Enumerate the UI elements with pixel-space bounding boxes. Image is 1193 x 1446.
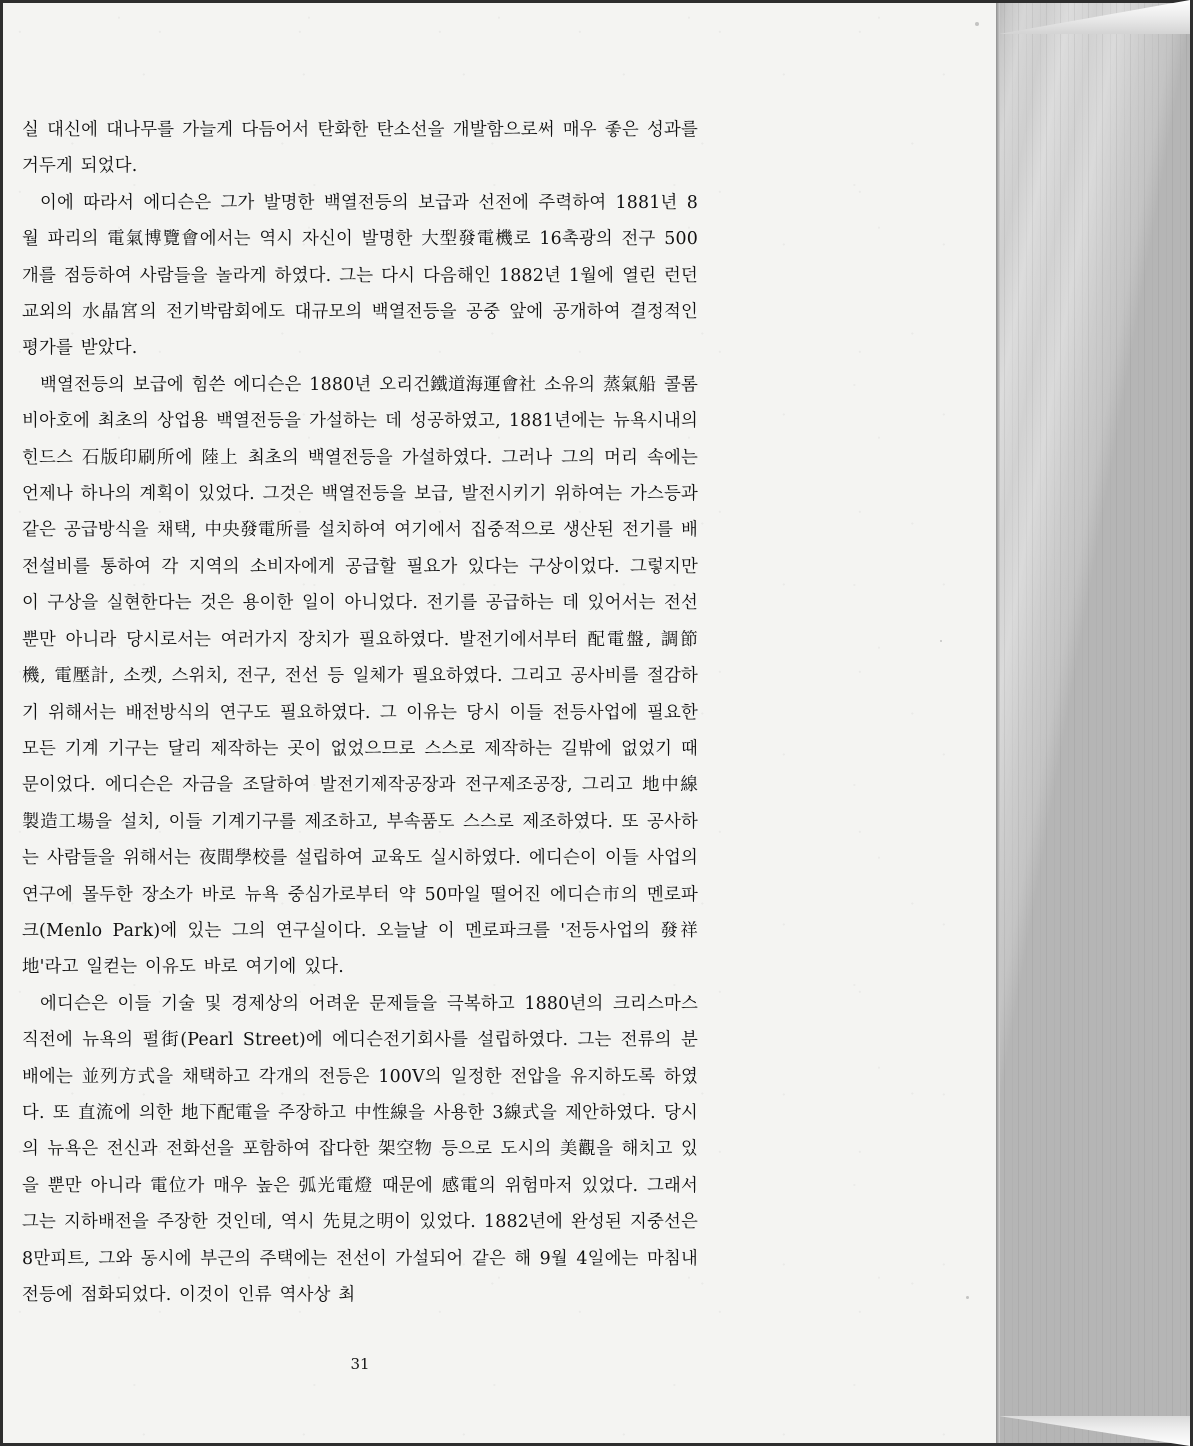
paragraph: 에디슨은 이들 기술 및 경제상의 어려운 문제들을 극복하고 1880년의 크리스마스 직전에 뉴욕의 펄街(Pearl Street)에 에디슨전기회사를 설립하였다. 그는 전류의 분배에는 並列方式을 채택하고 각개의 전등은 100V의 일정한 전압을 유지하도록 하였다. 또 直流에 의한 地下配電을 주장하고 中性線을 사용한 3線式을 제안하였다. 당시의 뉴욕은 전신과 전화선을 포함하여 잡다한 架空物 등으로 도시의 美觀을 해치고 있을 뿐만 아니라 電位가 매우 높은 弧光電燈 때문에 感電의 위험마저 있었다. 그래서 그는 지하배전을 주장한 것인데, 역시 先見之明이 있었다. 1882년에 완성된 지중선은 8만피트, 그와 동시에 부근의 주택에는 전선이 가설되어 같은 해 9월 4일에는 마침내 전등에 점화되었다. 이것이 인류 역사상 최: [22, 993, 698, 1305]
scan-speck: [940, 640, 942, 642]
scan-speck: [975, 22, 979, 26]
book-page-block: [999, 3, 1190, 1443]
paragraph: 백열전등의 보급에 힘쓴 에디슨은 1880년 오리건鐵道海運會社 소유의 蒸氣船 콜롬비아호에 최초의 상업용 백열전등을 가설하는 데 성공하였고, 1881년에는 뉴욕시내의 힌드스 石版印刷所에 陸上 최초의 백열전등을 가설하였다. 그러나 그의 머리 속에는 언제나 하나의 계획이 있었다. 그것은 백열전등을 보급, 발전시키기 위하여는 가스등과 같은 공급방식을 채택, 中央發電所를 설치하여 여기에서 집중적으로 생산된 전기를 배전설비를 통하여 각 지역의 소비자에게 공급할 필요가 있다는 구상이었다. 그렇지만 이 구상을 실현한다는 것은 용이한 일이 아니었다. 전기를 공급하는 데 있어서는 전선 뿐만 아니라 당시로서는 여러가지 장치가 필요하였다. 발전기에서부터 配電盤, 調節機, 電壓計, 소켓, 스위치, 전구, 전선 등 일체가 필요하였다. 그리고 공사비를 절감하기 위해서는 배전방식의 연구도 필요하였다. 그 이유는 당시 이들 전등사업에 필요한 모든 기계 기구는 달리 제작하는 곳이 없었으므로 스스로 제작하는 길밖에 없었기 때문이었다. 에디슨은 자금을 조달하여 발전기제작공장과 전구제조공장, 그리고 地中線製造工場을 설치, 이들 기계기구를 제조하고, 부속품도 스스로 제조하였다. 또 공사하는 사람들을 위해서는 夜間學校를 설립하여 교육도 실시하였다. 에디슨이 이들 사업의 연구에 몰두한 장소가 바로 뉴욕 중심가로부터 약 50마일 떨어진 에디슨市의 멘로파크(Menlo Park)에 있는 그의 연구실이다. 오늘날 이 멘로파크를 '전등사업의 發祥地'라고 일컫는 이유도 바로 여기에 있다.: [22, 374, 698, 978]
page-number: 31: [350, 1355, 370, 1373]
scan-speck: [966, 1296, 969, 1299]
body-text: [22, 112, 698, 1313]
paragraph: 실 대신에 대나무를 가늘게 다듬어서 탄화한 탄소선을 개발함으로써 매우 좋은 성과를 거두게 되었다.: [22, 120, 698, 177]
paragraph: 이에 따라서 에디슨은 그가 발명한 백열전등의 보급과 선전에 주력하여 1881년 8월 파리의 電氣博覽會에서는 역시 자신이 발명한 大型發電機로 16촉광의 전구 500 개를 점등하여 사람들을 놀라게 하였다. 그는 다시 다음해인 1882년 1월에 열린 런던 교외의 水晶宮의 전기박람회에도 대규모의 백열전등을 공중 앞에 공개하여 결정적인 평가를 받았다.: [22, 192, 698, 359]
page-gutter: [996, 3, 1000, 1443]
